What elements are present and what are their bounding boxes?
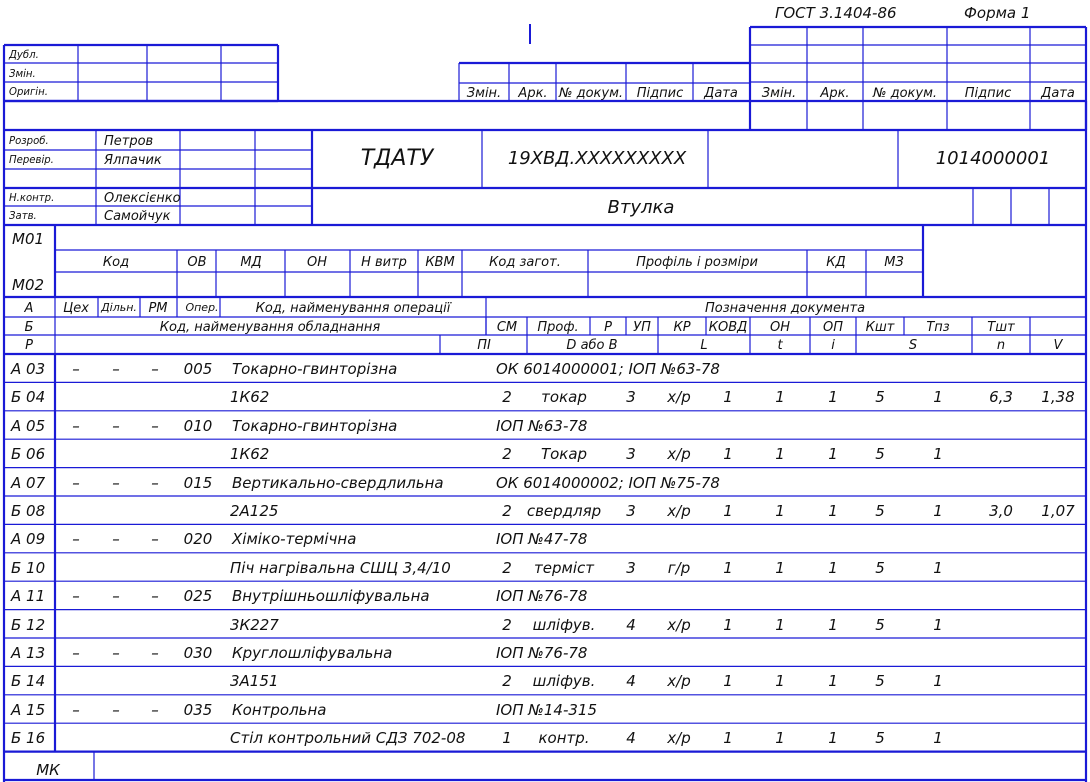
m01-label: М01 [12, 230, 45, 248]
row-prof: токар [541, 388, 587, 407]
row-rm: – [151, 530, 159, 549]
row-document: ІОП №14-315 [496, 700, 598, 719]
form-label: Форма 1 [964, 4, 1031, 22]
spec-oper-label: Опер. [185, 301, 219, 314]
row-on: 1 [828, 729, 838, 748]
row-rm: – [151, 587, 159, 606]
role-name: Ялпачик [104, 153, 162, 168]
row-sm: 1 [502, 729, 512, 748]
row-kst: 1 [933, 502, 943, 520]
row-oper: 015 [183, 473, 213, 492]
row-up: х/р [667, 502, 691, 520]
material-col-6: Код загот. [489, 255, 561, 270]
row-kovd: 1 [775, 445, 785, 464]
row-r: 4 [626, 729, 636, 748]
org-name: ТДАТУ [360, 146, 434, 171]
spec-b-label: Б [24, 320, 34, 335]
row-sm: 2 [502, 445, 512, 464]
row-kovd: 1 [775, 672, 785, 691]
row-id: А 11 [11, 587, 46, 606]
row-tst: 1,07 [1041, 502, 1075, 520]
change-col-right-0: Змін. [761, 86, 797, 101]
material-col-8: КД [826, 255, 846, 270]
row-oper: 030 [183, 644, 213, 662]
spec-ceh-label: Цех [63, 301, 89, 316]
row-kovd: 1 [775, 615, 785, 634]
row-diln: – [112, 473, 120, 492]
material-col-0: Код [102, 255, 130, 270]
row-kr: 1 [723, 558, 733, 577]
change-col-0: Змін. [466, 86, 502, 101]
change-col-1: Арк. [518, 86, 548, 101]
row-operation-name: Контрольна [232, 700, 327, 719]
row-rm: – [151, 700, 159, 719]
row-diln: – [112, 700, 120, 719]
row-kr: 1 [723, 672, 733, 691]
spec-b-col-9: Тпз [926, 320, 950, 335]
row-diln: – [112, 530, 120, 549]
row-on: 1 [828, 388, 838, 407]
row-equipment: 3А151 [230, 672, 279, 691]
material-col-4: Н витр [361, 255, 407, 270]
spec-equip-label: Код, найменування обладнання [159, 320, 381, 335]
row-op: 5 [875, 388, 885, 407]
row-ceh: – [72, 587, 80, 606]
spec-b-col-8: Кшт [865, 320, 895, 335]
change-col-4: Дата [704, 86, 738, 101]
row-operation-name: Хіміко-термічна [232, 530, 357, 549]
spec-b-col-7: ОП [822, 320, 844, 335]
row-sm: 2 [502, 558, 512, 577]
row-kr: 1 [723, 445, 733, 464]
spec-diln-label: Дільн. [101, 301, 137, 314]
row-r: 3 [626, 388, 636, 407]
row-diln: – [112, 416, 120, 435]
row-ceh: – [72, 416, 80, 435]
spec-b-col-1: Проф. [537, 320, 579, 335]
change-col-right-3: Підпис [964, 86, 1012, 101]
row-ceh: – [72, 530, 80, 549]
row-document: ОК 6014000001; ІОП №63-78 [496, 360, 720, 378]
row-oper: 025 [183, 587, 213, 606]
row-operation-name: Токарно-гвинторізна [232, 360, 398, 378]
role-name: Самойчук [104, 209, 171, 224]
row-operation-name: Вертикально-свердлильна [232, 473, 444, 492]
row-equipment: Піч нагрівальна СШЦ 3,4/10 [230, 558, 451, 577]
change-col-3: Підпис [636, 86, 684, 101]
part-name: Втулка [607, 197, 675, 218]
row-on: 1 [828, 615, 838, 634]
row-oper: 020 [183, 530, 213, 549]
row-prof: контр. [538, 729, 590, 748]
row-oper: 035 [183, 700, 213, 719]
row-tst: 1,38 [1041, 388, 1075, 407]
row-id: А 09 [11, 530, 46, 549]
row-r: 3 [626, 558, 636, 577]
row-on: 1 [828, 445, 838, 464]
row-operation-name: Круглошліфувальна [232, 644, 393, 662]
row-prof: терміст [534, 558, 594, 577]
row-prof: шліфув. [532, 672, 596, 691]
row-kst: 1 [933, 558, 943, 577]
mk-label: МК [36, 761, 60, 779]
spec-p-col-1: D або В [566, 338, 618, 353]
row-diln: – [112, 587, 120, 606]
row-id: А 13 [11, 644, 46, 662]
change-col-right-4: Дата [1041, 86, 1075, 101]
row-sm: 2 [502, 672, 512, 691]
row-sm: 2 [502, 388, 512, 407]
row-diln: – [112, 360, 120, 378]
row-on: 1 [828, 672, 838, 691]
row-up: х/р [667, 729, 691, 748]
row-oper: 005 [183, 360, 213, 378]
row-r: 4 [626, 615, 636, 634]
spec-p-col-7: V [1053, 338, 1063, 353]
row-id: Б 16 [11, 729, 46, 748]
spec-p-col-4: i [831, 338, 835, 353]
row-op: 5 [875, 729, 885, 748]
spec-doc-label: Позначення документа [704, 301, 866, 316]
row-op: 5 [875, 615, 885, 634]
row-kst: 1 [933, 729, 943, 748]
role-name: Петров [104, 134, 154, 149]
row-operation-name: Внутрішньошліфувальна [232, 587, 430, 606]
zmin-label: Змін. [9, 67, 36, 80]
spec-b-col-0: СМ [496, 320, 518, 335]
row-document: ІОП №76-78 [496, 587, 588, 606]
spec-opname-label: Код, найменування операції [255, 301, 451, 316]
spec-p-col-5: S [908, 338, 918, 353]
material-col-1: ОВ [187, 255, 207, 270]
material-col-5: КВМ [425, 255, 455, 270]
row-prof: Токар [540, 445, 588, 464]
spec-p-col-2: L [700, 338, 708, 353]
spec-b-col-3: УП [633, 320, 651, 335]
row-kovd: 1 [775, 729, 785, 748]
row-r: 3 [626, 445, 636, 464]
row-id: А 03 [11, 360, 46, 378]
row-ceh: – [72, 700, 80, 719]
row-up: х/р [667, 615, 691, 634]
row-id: Б 10 [11, 558, 46, 577]
row-ceh: – [72, 360, 80, 378]
row-sm: 2 [502, 615, 512, 634]
row-on: 1 [828, 558, 838, 577]
doc-number: 1014000001 [935, 148, 1051, 169]
row-equipment: 1К62 [230, 445, 270, 464]
row-kst: 1 [933, 388, 943, 407]
row-document: ОК 6014000002; ІОП №75-78 [496, 473, 720, 492]
change-col-right-1: Арк. [820, 86, 850, 101]
material-col-3: ОН [306, 255, 328, 270]
row-kr: 1 [723, 729, 733, 748]
row-kovd: 1 [775, 558, 785, 577]
change-col-2: № докум. [558, 86, 624, 101]
row-prof: свердляр [526, 502, 602, 520]
row-id: А 15 [11, 700, 46, 719]
spec-p-col-3: t [777, 338, 783, 353]
change-col-right-2: № докум. [872, 86, 938, 101]
spec-a-label: А [24, 301, 34, 316]
row-document: ІОП №47-78 [496, 530, 588, 549]
row-rm: – [151, 416, 159, 435]
group-code: 19ХВД.XXXXXXXXX [507, 148, 687, 169]
role-name: Олексієнко [104, 191, 181, 206]
row-on: 1 [828, 502, 838, 520]
row-kst: 1 [933, 672, 943, 691]
row-document: ІОП №76-78 [496, 644, 588, 662]
row-ceh: – [72, 644, 80, 662]
row-r: 4 [626, 672, 636, 691]
spec-p-col-6: n [996, 338, 1006, 353]
row-kovd: 1 [775, 502, 785, 520]
row-id: Б 12 [11, 615, 46, 634]
spec-b-col-5: КОВД [708, 320, 748, 335]
spec-b-col-4: КР [673, 320, 691, 335]
row-equipment: 2А125 [230, 502, 279, 520]
row-kr: 1 [723, 502, 733, 520]
row-r: 3 [626, 502, 636, 520]
row-equipment: 3К227 [230, 615, 279, 634]
row-ceh: – [72, 473, 80, 492]
row-kr: 1 [723, 615, 733, 634]
spec-rm-label: РМ [148, 301, 168, 316]
row-up: х/р [667, 672, 691, 691]
row-rm: – [151, 473, 159, 492]
origin-label: Оригін. [9, 85, 48, 98]
material-col-7: Профіль і розміри [636, 255, 758, 270]
row-tpz: 6,3 [989, 388, 1013, 407]
role-label: Затв. [9, 209, 37, 222]
m02-label: М02 [12, 276, 45, 294]
row-document: ІОП №63-78 [496, 416, 588, 435]
spec-p-col-0: ПІ [477, 338, 491, 353]
row-up: х/р [667, 388, 691, 407]
row-id: Б 04 [11, 388, 46, 407]
spec-b-col-10: Тшт [987, 320, 1015, 335]
role-label: Розроб. [9, 134, 49, 147]
row-equipment: 1К62 [230, 388, 270, 407]
spec-b-col-6: ОН [769, 320, 791, 335]
material-col-2: МД [240, 255, 262, 270]
row-equipment: Стіл контрольний СДЗ 702-08 [230, 729, 466, 748]
material-col-9: МЗ [884, 255, 904, 270]
row-sm: 2 [502, 502, 512, 520]
row-id: Б 08 [11, 502, 46, 520]
row-prof: шліфув. [532, 615, 596, 634]
spec-b-col-2: Р [604, 320, 612, 335]
row-id: Б 14 [11, 672, 46, 691]
row-op: 5 [875, 445, 885, 464]
row-op: 5 [875, 502, 885, 520]
row-id: А 05 [11, 416, 46, 435]
row-up: г/р [667, 558, 691, 577]
row-kovd: 1 [775, 388, 785, 407]
dubl-label: Дубл. [9, 48, 39, 61]
row-tpz: 3,0 [989, 502, 1013, 520]
gost-label: ГОСТ 3.1404-86 [775, 4, 897, 22]
row-op: 5 [875, 672, 885, 691]
row-id: Б 06 [11, 445, 46, 464]
role-label: Перевір. [9, 153, 54, 166]
row-oper: 010 [183, 416, 213, 435]
row-kr: 1 [723, 388, 733, 407]
row-rm: – [151, 644, 159, 662]
row-id: А 07 [11, 473, 46, 492]
row-up: х/р [667, 445, 691, 464]
row-kst: 1 [933, 445, 943, 464]
row-rm: – [151, 360, 159, 378]
spec-p-label: Р [25, 338, 33, 353]
row-op: 5 [875, 558, 885, 577]
row-operation-name: Токарно-гвинторізна [232, 416, 398, 435]
role-label: Н.контр. [9, 191, 55, 204]
row-kst: 1 [933, 615, 943, 634]
row-diln: – [112, 644, 120, 662]
